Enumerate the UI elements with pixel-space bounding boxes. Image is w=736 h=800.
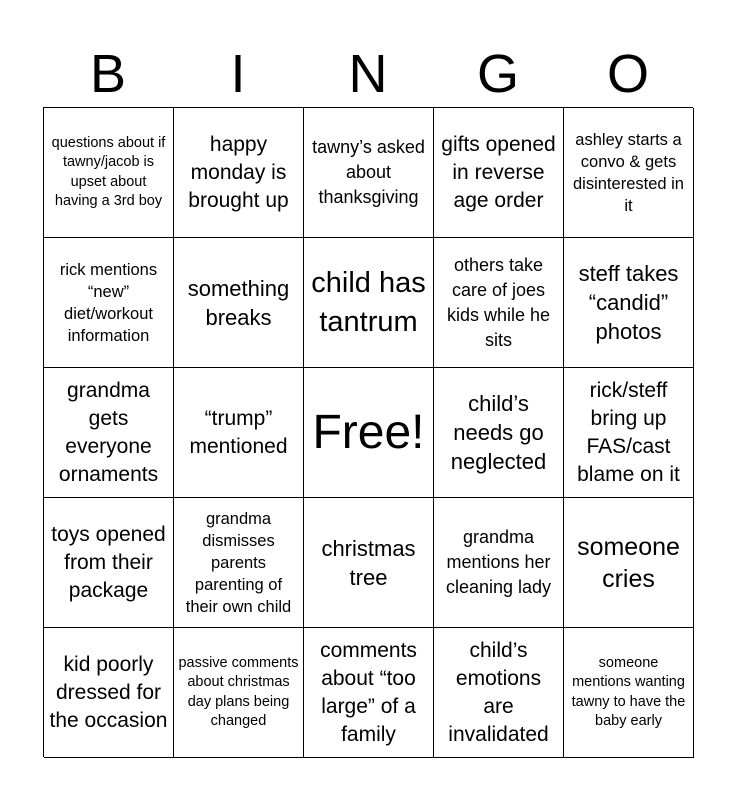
bingo-cell[interactable] — [564, 108, 694, 238]
bingo-board — [43, 107, 693, 757]
cell-text: rick mentions “new” diet/workout information — [59, 260, 158, 345]
cell-text: rick/steff bring up FAS/cast blame on it — [577, 378, 680, 486]
bingo-cell[interactable] — [304, 498, 434, 628]
bingo-cell[interactable] — [44, 368, 174, 498]
cell-text: happy monday is brought up — [188, 132, 289, 212]
bingo-cell[interactable] — [174, 108, 304, 238]
cell-text: “trump” mentioned — [189, 406, 288, 458]
cell-text: someone mentions wanting tawny to have the baby early — [571, 654, 686, 729]
cell-text: something breaks — [187, 275, 290, 330]
cell-text: kid poorly dressed for the occasion — [49, 652, 168, 732]
cell-text: gifts opened in reverse age order — [441, 132, 556, 212]
free-space-text: Free! — [312, 405, 425, 459]
header-letter-i: I — [230, 44, 246, 104]
bingo-cell[interactable] — [44, 498, 174, 628]
cell-text: christmas tree — [321, 535, 416, 590]
bingo-cell[interactable] — [44, 238, 174, 368]
bingo-cell[interactable] — [304, 628, 434, 758]
cell-text: comments about “too large” of a family — [320, 638, 417, 746]
cell-text: grandma mentions her cleaning lady — [445, 527, 552, 597]
bingo-cell-free[interactable] — [304, 368, 434, 498]
cell-text: toys opened from their package — [51, 522, 166, 602]
bingo-cell[interactable] — [564, 498, 694, 628]
header-letter-n: N — [348, 44, 388, 104]
header-letter-b: B — [89, 44, 127, 104]
cell-text: child’s emotions are invalidated — [448, 638, 549, 746]
bingo-cell[interactable] — [564, 628, 694, 758]
bingo-cell[interactable] — [174, 498, 304, 628]
cell-text: someone cries — [577, 532, 680, 593]
cell-text: grandma gets everyone ornaments — [58, 378, 159, 486]
bingo-cell[interactable] — [44, 108, 174, 238]
bingo-cell[interactable] — [434, 628, 564, 758]
bingo-cell[interactable] — [174, 628, 304, 758]
bingo-cell[interactable] — [44, 628, 174, 758]
bingo-cell[interactable] — [434, 238, 564, 368]
cell-text: others take care of joes kids while he sits — [446, 254, 551, 350]
header-letter-o: O — [606, 44, 649, 104]
cell-text: tawny’s asked about thanksgiving — [312, 137, 425, 207]
bingo-cell[interactable] — [434, 498, 564, 628]
bingo-cell[interactable] — [434, 108, 564, 238]
cell-text: grandma dismisses parents parenting of their own child — [185, 509, 292, 616]
bingo-cell[interactable] — [434, 368, 564, 498]
cell-text: ashley starts a convo & gets disinterested in it — [573, 130, 684, 215]
header-letter-g: G — [476, 44, 519, 104]
bingo-cell[interactable] — [304, 108, 434, 238]
bingo-cell[interactable] — [304, 238, 434, 368]
cell-text: passive comments about christmas day plans being changed — [178, 654, 299, 729]
bingo-cell[interactable] — [564, 368, 694, 498]
bingo-cell[interactable] — [174, 238, 304, 368]
bingo-cell[interactable] — [174, 368, 304, 498]
cell-text: child has tantrum — [311, 267, 426, 338]
cell-text: questions about if tawny/jacob is upset about having a 3rd boy — [51, 134, 166, 209]
cell-text: steff takes “candid” photos — [578, 261, 679, 344]
bingo-cell[interactable] — [564, 238, 694, 368]
cell-text: child’s needs go neglected — [450, 391, 547, 474]
bingo-header — [43, 42, 693, 106]
